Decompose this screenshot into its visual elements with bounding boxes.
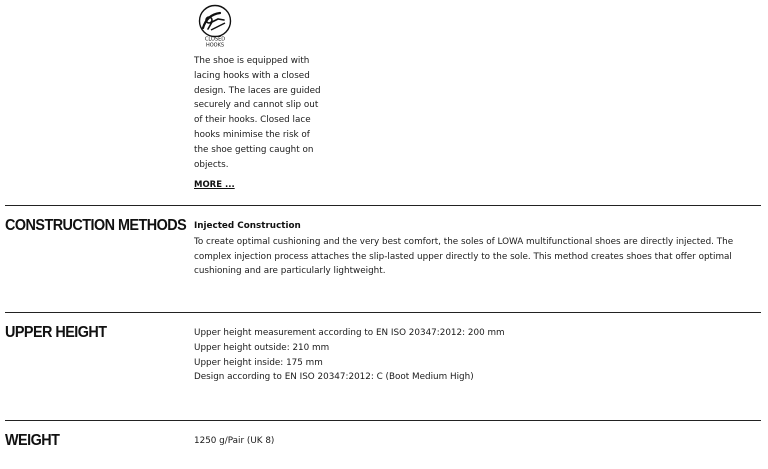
weight-value: 1250 g/Pair (UK 8) — [194, 436, 275, 446]
construction-methods-title: CONSTRUCTION METHODS — [5, 217, 187, 234]
construction-methods-body — [194, 219, 756, 279]
upper-height-line: Upper height inside: 175 mm — [194, 357, 323, 368]
construction-subhead: Injected Construction — [194, 221, 301, 231]
upper-height-title: UPPER HEIGHT — [5, 324, 107, 341]
icon-label-line2: HOOKS — [205, 42, 225, 48]
upper-height-body — [194, 326, 756, 385]
upper-height-line: Design according to EN ISO 20347:2012: C (Boot Medium High) — [194, 372, 474, 383]
upper-height-line: Upper height outside: 210 mm — [194, 342, 330, 353]
section-divider — [5, 205, 761, 206]
more-link[interactable]: MORE ... — [194, 180, 235, 191]
feature-closed-hooks — [194, 4, 326, 191]
upper-height-line: Upper height measurement according to EN ISO 20347:2012: 200 mm — [194, 328, 505, 338]
construction-text: To create optimal cushioning and the very best comfort, the soles of LOWA multifunctional shoes are directly injected. The complex injection process attaches the slip-lasted upper directly to the sole. This method creates shoes that offer optimal cushioning and are particularly lightweight. — [194, 236, 734, 277]
closed-hooks-icon — [194, 4, 236, 48]
feature-description: The shoe is equipped with lacing hooks with a closed design. The laces are guided securely and cannot slip out of their hooks. Closed lace hooks minimise the risk of the shoe getting caught on objects. — [194, 56, 321, 170]
icon-label-line1: CLOSED — [204, 36, 226, 43]
weight-title: WEIGHT — [5, 432, 60, 449]
section-divider — [5, 312, 761, 313]
weight-body — [194, 434, 756, 449]
section-divider — [5, 420, 761, 421]
